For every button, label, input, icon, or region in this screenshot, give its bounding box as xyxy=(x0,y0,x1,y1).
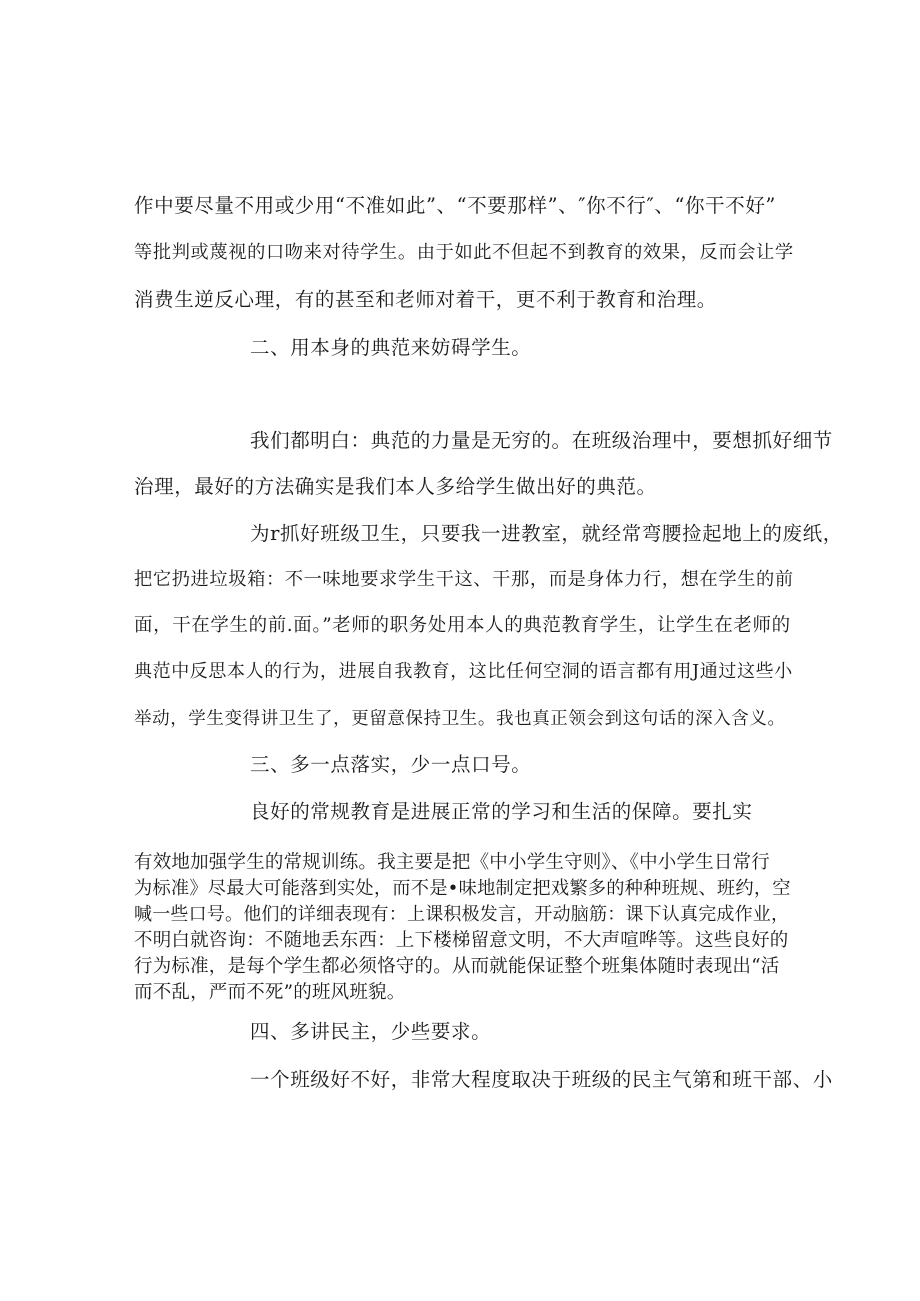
text-line: 面，干在学生的前.面。”老师的职务处用本人的典范教育学生，让学生在老师的 xyxy=(134,615,791,636)
text-line: 举动，学生变得讲卫生了，更留意保持卫生。我也真正领会到这句话的深入含义。 xyxy=(134,709,786,729)
text-line: 良好的常规教育是进展正常的学习和生活的保障。要扎实 xyxy=(250,800,753,823)
section-heading-3: 三、多一点落实，少一点口号。 xyxy=(250,753,532,776)
text-line: 喊一些口号。他们的详细表现有：上课积极发言，开动脑筋：课下认真完成作业， xyxy=(134,904,790,925)
text-line: 而不乱，严而不死”的班风班貌。 xyxy=(134,982,406,1003)
section-heading-4: 四、多讲民主，少些要求。 xyxy=(250,1020,492,1043)
text-line: 为r抓好班级卫生，只要我一进教室，就经常弯腰捡起地上的废纸， xyxy=(250,522,843,545)
text-line: 行为标准，是每个学生都必须恪守的。从而就能保证整个班集体随时表现出“活 xyxy=(134,956,780,977)
text-line: 消费生逆反心理，有的甚至和老师对着干，更不利于教育和治理。 xyxy=(134,288,717,311)
text-line: 作中要尽量不用或少用“不准如此”、“不要那样”、″你不行″、“你干不好” xyxy=(134,194,776,217)
text-line: 典范中反思本人的行为，进展自我教育，这比任何空洞的语言都有用J通过这些小 xyxy=(134,661,793,682)
text-line: 把它扔进垃圾箱：不一味地要求学生干这、干那，而是身体力行，想在学生的前 xyxy=(134,569,794,590)
text-line: 一个班级好不好，非常大程度取决于班级的民主气第和班干部、小 xyxy=(250,1068,833,1091)
text-line: 不明白就咨询：不随地丢东西：上下楼梯留意文明，不大声喧哗等。这些良好的 xyxy=(134,930,789,951)
text-line: 我们都明白：典范的力量是无穷的。在班级治理中，要想抓好细节 xyxy=(250,429,833,452)
text-line: 有效地加强学生的常规训练。我主要是把《中小学生守则》、《中小学生日常行 xyxy=(134,852,771,873)
text-line: 等批判或蔑视的口吻来对待学生。由于如此不但起不到教育的效果，反而会让学 xyxy=(134,242,794,263)
section-heading-2: 二、用本身的典范来妨碍学生。 xyxy=(250,336,532,359)
text-line: 治理，最好的方法确实是我们本人多给学生做出好的典范。 xyxy=(134,475,657,498)
text-line: 为标准》尽最大可能落到实处，而不是•味地制定把戏繁多的种种班规、班约，空 xyxy=(134,878,791,899)
